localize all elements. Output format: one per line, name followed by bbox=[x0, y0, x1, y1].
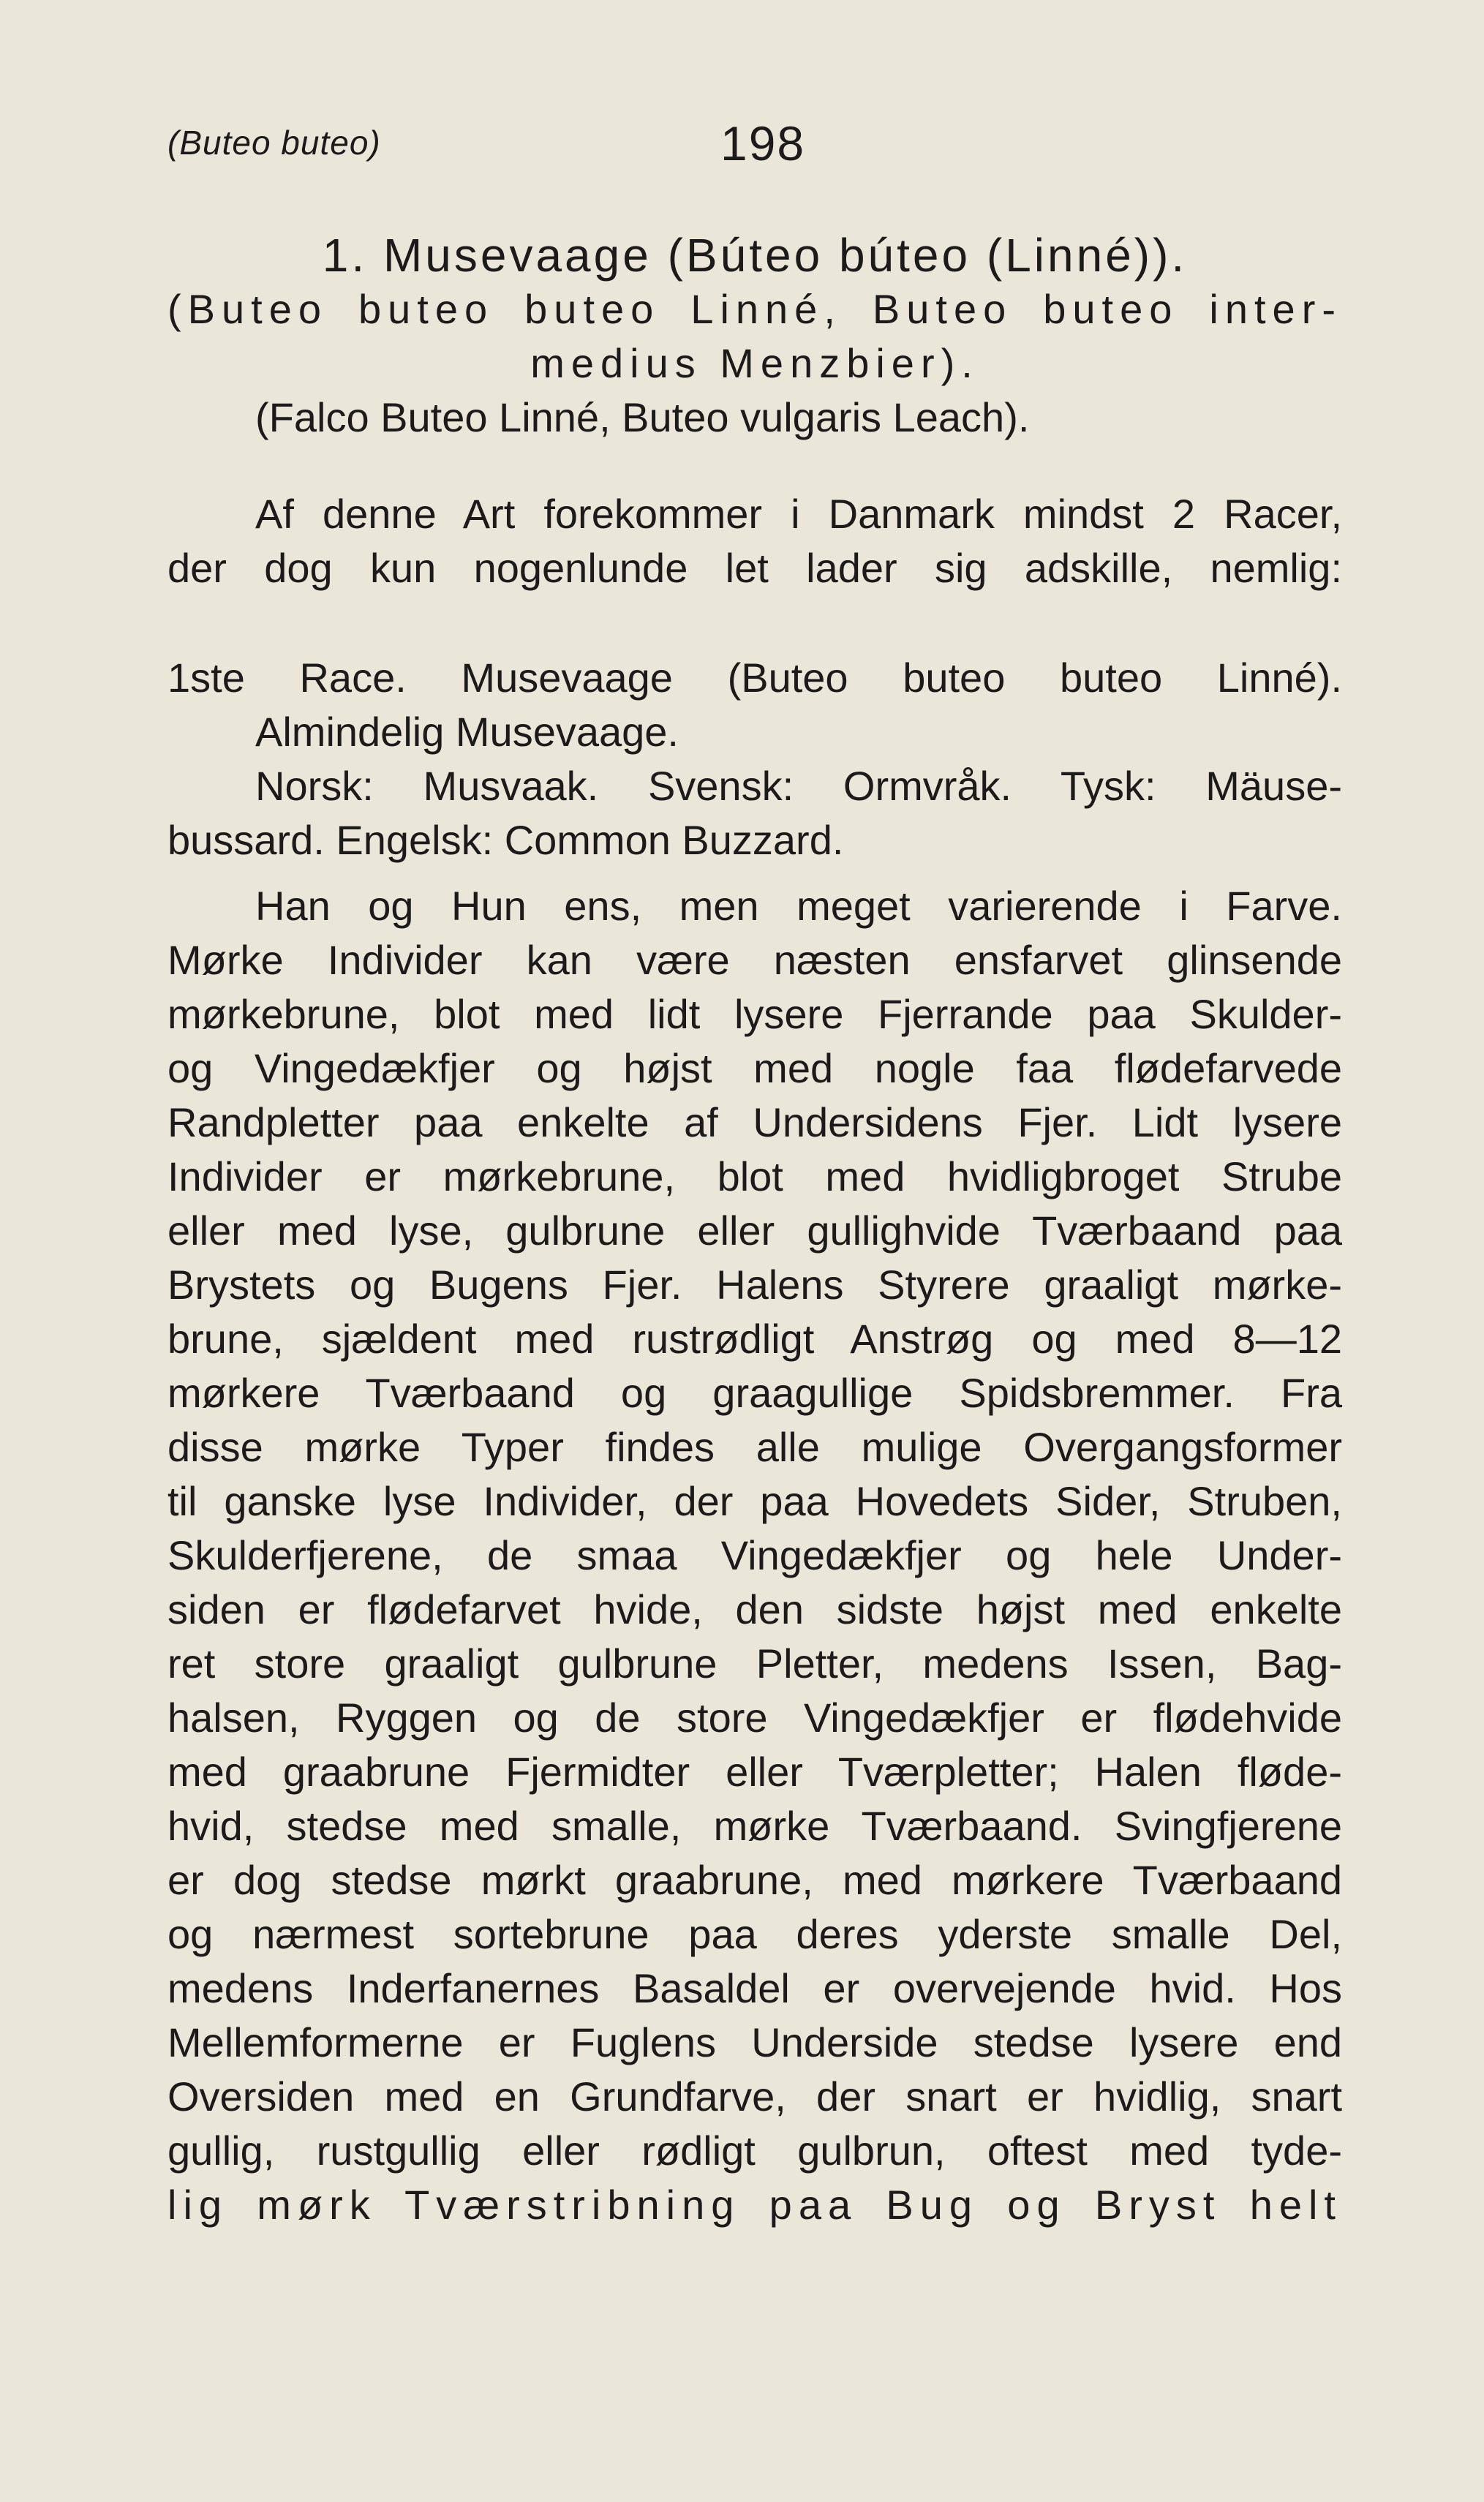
synonym-line: (Buteo buteo buteo Linné, Buteo buteo inter- bbox=[167, 286, 1342, 332]
synonym-line: (Falco Buteo Linné, Buteo vulgaris Leach). bbox=[255, 394, 1030, 440]
synonym-line: medius Menzbier). bbox=[530, 340, 979, 386]
description-line: Randpletter paa enkelte af Undersidens Fjer. Lidt lysere bbox=[167, 1099, 1342, 1145]
description-line: eller med lyse, gulbrune eller gullighvide Tværbaand paa bbox=[167, 1207, 1342, 1254]
description-line: mørkere Tværbaand og graagullige Spidsbremmer. Fra bbox=[167, 1370, 1342, 1416]
race-heading bbox=[167, 651, 1342, 867]
description-line: brune, sjældent med rustrødligt Anstrøg og med 8—12 bbox=[167, 1316, 1342, 1362]
description-line: Mellemformerne er Fuglens Underside stedse lysere end bbox=[167, 2019, 1342, 2065]
description-line: til ganske lyse Individer, der paa Hovedets Sider, Struben, bbox=[167, 1478, 1342, 1524]
race-common-name: Almindelig Musevaage. bbox=[255, 709, 679, 755]
description-line: ret store graaligt gulbrune Pletter, medens Issen, Bag- bbox=[167, 1640, 1342, 1687]
race-vernacular-names: bussard. Engelsk: Common Buzzard. bbox=[167, 817, 844, 863]
description-line: disse mørke Typer findes alle mulige Overgangsformer bbox=[167, 1424, 1342, 1470]
page-number: 198 bbox=[720, 116, 806, 170]
species-heading bbox=[167, 228, 1342, 445]
description-line: halsen, Ryggen og de store Vingedækfjer er flødehvide bbox=[167, 1695, 1342, 1741]
description-line: med graabrune Fjermidter eller Tværpletter; Halen fløde- bbox=[167, 1749, 1342, 1795]
intro-line: Af denne Art forekommer i Danmark mindst 2 Racer, bbox=[255, 491, 1342, 537]
running-head bbox=[0, 116, 1484, 170]
description-line: gullig, rustgullig eller rødligt gulbrun, oftest med tyde- bbox=[167, 2128, 1342, 2174]
description-line: Han og Hun ens, men meget varierende i Farve. bbox=[255, 883, 1342, 929]
description-line: Mørke Individer kan være næsten ensfarvet glinsende bbox=[167, 937, 1342, 983]
race-title: 1ste Race. Musevaage (Buteo buteo buteo Linné). bbox=[167, 655, 1342, 701]
description-line: medens Inderfanernes Basaldel er overvejende hvid. Hos bbox=[167, 1965, 1342, 2011]
intro-line: der dog kun nogenlunde let lader sig adskille, nemlig: bbox=[167, 545, 1342, 591]
description-line: siden er flødefarvet hvide, den sidste højst med enkelte bbox=[167, 1586, 1342, 1632]
description-line: er dog stedse mørkt graabrune, med mørkere Tværbaand bbox=[167, 1857, 1342, 1903]
description-line: lig mørk Tværstribning paa Bug og Bryst helt bbox=[167, 2182, 1342, 2228]
description-line: mørkebrune, blot med lidt lysere Fjerrande paa Skulder- bbox=[167, 991, 1342, 1037]
race-vernacular-names: Norsk: Musvaak. Svensk: Ormvråk. Tysk: Mäuse- bbox=[255, 763, 1342, 809]
species-title: 1. Musevaage (Búteo búteo (Linné)). bbox=[322, 229, 1188, 282]
description-paragraph bbox=[167, 879, 1342, 2232]
intro-paragraph bbox=[167, 487, 1342, 595]
description-line: og nærmest sortebrune paa deres yderste smalle Del, bbox=[167, 1911, 1342, 1957]
description-line: Oversiden med en Grundfarve, der snart er hvidlig, snart bbox=[167, 2073, 1342, 2119]
description-line: Brystets og Bugens Fjer. Halens Styrere graaligt mørke- bbox=[167, 1262, 1342, 1308]
description-line: Individer er mørkebrune, blot med hvidligbroget Strube bbox=[167, 1153, 1342, 1199]
description-line: og Vingedækfjer og højst med nogle faa flødefarvede bbox=[167, 1045, 1342, 1091]
description-line: hvid, stedse med smalle, mørke Tværbaand. Svingfjerene bbox=[167, 1803, 1342, 1849]
running-head-genus: (Buteo buteo) bbox=[167, 124, 381, 162]
description-line: Skulderfjerene, de smaa Vingedækfjer og hele Under- bbox=[167, 1532, 1342, 1578]
